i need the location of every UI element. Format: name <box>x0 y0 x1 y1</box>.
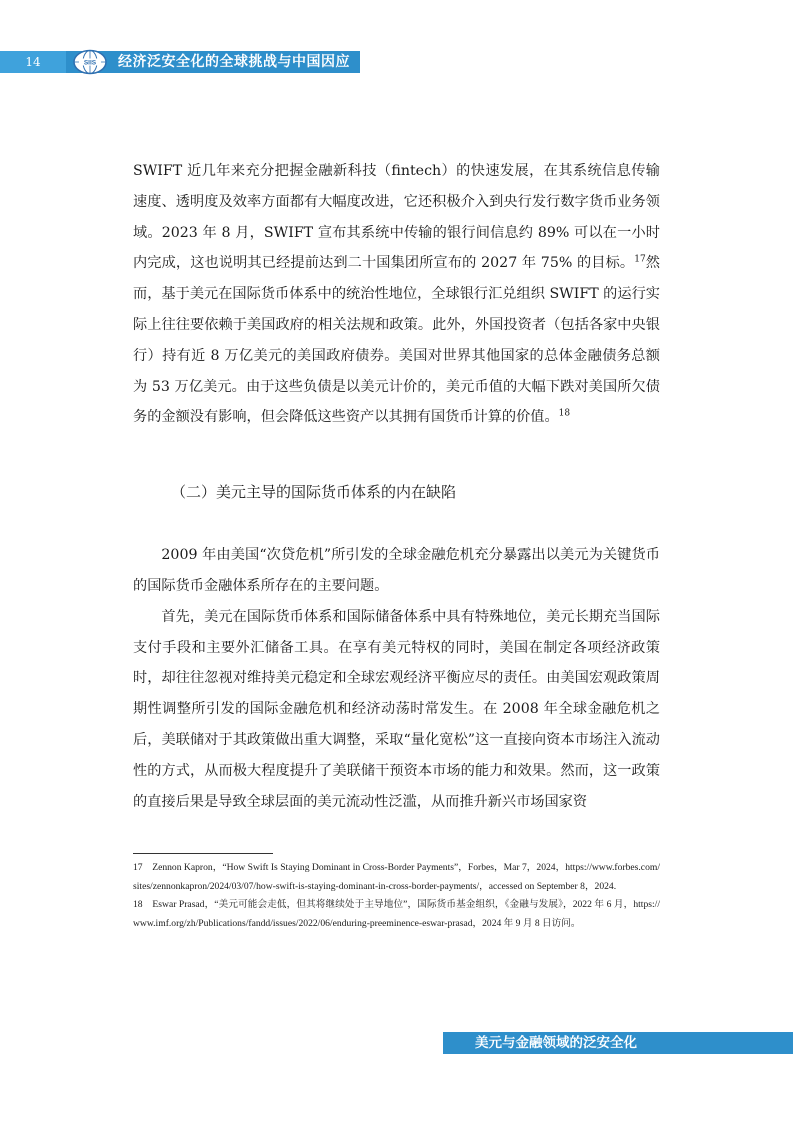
footnote-ref-18[interactable]: 18 <box>558 408 571 419</box>
paragraph-2: 2009 年由美国“次贷危机”所引发的全球金融危机充分暴露出以美元为关键货币的国际货币金融体系所存在的主要问题。 <box>133 547 660 594</box>
footnote-divider <box>133 853 273 854</box>
footnote-17: 17 Zennon Kapron，“How Swift Is Staying Dominant in Cross-Border Payments”，Forbes，Mar 7，2024，https://www.forbes.com/sites/zennonkapron/2024/03/07/how-swift-is-staying-dominant-in-cross-border-payments/，accessed on September 8，2024. <box>133 862 660 892</box>
footer-chapter-title: 美元与金融领域的泛安全化 <box>443 1032 793 1054</box>
page-number: 14 <box>0 51 66 73</box>
running-header-title: 经济泛安全化的全球挑战与中国因应 <box>118 54 350 70</box>
paragraph-1 <box>133 156 660 433</box>
paragraph-1-text: SWIFT 近几年来充分把握金融新科技（fintech）的快速发展，在其系统信息传输速度、透明度及效率方面都有大幅度改进，它还积极介入到央行发行数字货币业务领域。2023 年 8 月，SWIFT 宣布其系统中传输的银行间信息约 89% 可以在一小时内完成，这也说明其已经提前达到二十国集团所宣布的 2027 年 75% 的目标。 <box>133 163 660 272</box>
footnotes <box>133 859 660 933</box>
section-heading: （二）美元主导的国际货币体系的内在缺陷 <box>171 483 457 502</box>
paragraph-3: 首先，美元在国际货币体系和国际储备体系中具有特殊地位，美元长期充当国际支付手段和主要外汇储备工具。在享有美元特权的同时，美国在制定各项经济政策时，却往往忽视对维持美元稳定和全球宏观经济平衡应尽的责任。由美国宏观政策周期性调整所引发的国际金融危机和经济动荡时常发生。在 2008 年全球金融危机之后，美联储对于其政策做出重大调整，采取“量化宽松”这一直接向资本市场注入流动性的方式，从而极大程度提升了美联储干预资本市场的能力和效果。然而，这一政策的直接后果是导致全球层面的美元流动性泛滥，从而推升新兴市场国家资 <box>133 608 660 810</box>
logo-text: SIIS <box>83 59 97 67</box>
paragraph-1-cont: 然而，基于美元在国际货币体系中的统治性地位，全球银行汇兑组织 SWIFT 的运行实际上往往要依赖于美国政府的相关法规和政策。此外，外国投资者（包括各家中央银行）持有近 8 万亿美元的美国政府债券。美国对世界其他国家的总体金融债务总额为 53 万亿美元。由于这些负债是以美元计价的，美元币值的大幅下跌对美国所欠债务的金额没有影响，但会降低这些资产以其拥有国货币计算的价值。 <box>133 255 660 426</box>
footnote-18: 18 Eswar Prasad，“美元可能会走低，但其将继续处于主导地位”，国际货币基金组织，《金融与发展》，2022 年 6 月，https://www.imf.org/zh/Publications/fandd/issues/2022/06/enduring-preeminence-eswar-prasad，2024 年 9 月 8 日访问。 <box>133 899 660 929</box>
footnote-ref-17[interactable]: 17 <box>634 254 646 265</box>
siis-logo-icon <box>72 49 108 75</box>
main-content <box>133 156 660 817</box>
